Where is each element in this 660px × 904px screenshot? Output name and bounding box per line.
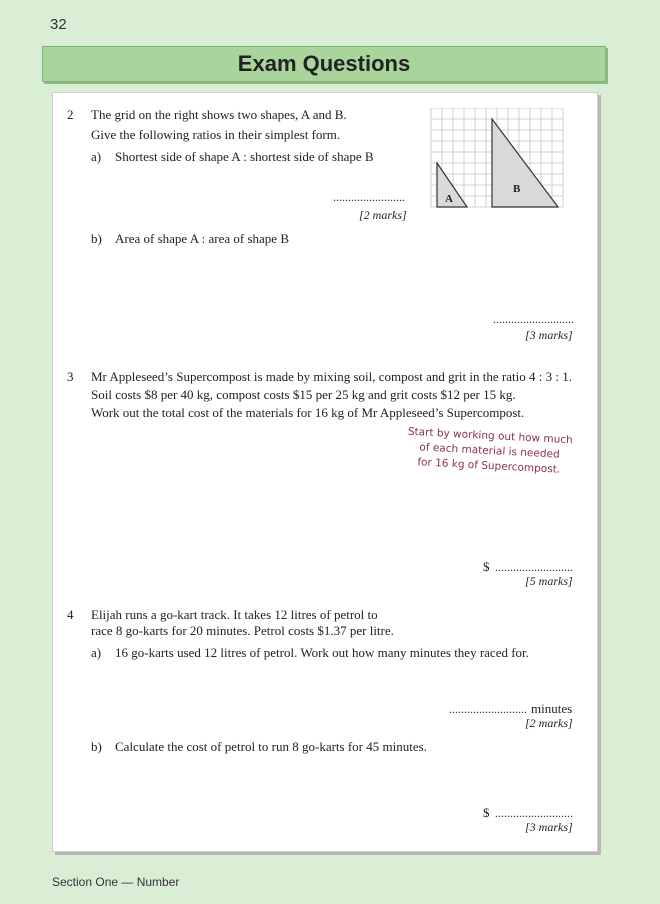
page-number: 32 [50, 16, 67, 33]
question-panel [52, 92, 598, 852]
hint-line-2: of each material is needed [419, 441, 560, 461]
q2a-label: a) [91, 149, 102, 164]
q2b-label: b) [91, 231, 102, 246]
q3-marks: [5 marks] [525, 574, 573, 588]
q4a-label: a) [91, 645, 102, 660]
q2a-text: Shortest side of shape A : shortest side of shape B [115, 149, 374, 164]
q3-number: 3 [67, 369, 74, 384]
q4b-label: b) [91, 739, 102, 754]
q4a-unit: minutes [531, 701, 573, 716]
title-bar [42, 46, 606, 82]
q3-line1: Mr Appleseed’s Supercompost is made by mixing soil, compost and grit in the ratio 4 : 3 : 1. [91, 369, 572, 384]
q3-hint [406, 425, 573, 479]
q3-answer-prefix: $ [483, 559, 490, 574]
q4b-answer-line[interactable]: .......................... [495, 806, 573, 820]
shape-b-label: B [513, 183, 521, 195]
q4-line1: Elijah runs a go-kart track. It takes 12 litres of petrol to [91, 607, 378, 622]
q2b-text: Area of shape A : area of shape B [115, 231, 289, 246]
q2a-marks: [2 marks] [359, 208, 407, 222]
q2-line2: Give the following ratios in their simplest form. [91, 127, 341, 142]
shape-a-label: A [445, 193, 453, 205]
q2b-marks: [3 marks] [525, 328, 573, 342]
q4a-text: 16 go-karts used 12 litres of petrol. Work out how many minutes they raced for. [115, 645, 529, 660]
q4a-answer-line[interactable]: .......................... [449, 702, 527, 716]
page-title: Exam Questions [237, 51, 411, 76]
q2b-answer-line[interactable]: ........................... [493, 312, 574, 326]
q4-line2: race 8 go-karts for 20 minutes. Petrol costs $1.37 per litre. [91, 623, 394, 638]
hint-line-3: for 16 kg of Supercompost. [417, 456, 561, 476]
q2a-answer-line[interactable]: ........................ [333, 190, 405, 204]
q3-line2: Soil costs $8 per 40 kg, compost costs $15 per 25 kg and grit costs $12 per 15 kg. [91, 387, 516, 402]
q2-line1: The grid on the right shows two shapes, A and B. [91, 107, 347, 122]
q2-number: 2 [67, 107, 74, 122]
q4b-marks: [3 marks] [525, 820, 573, 834]
q3-answer-line[interactable]: .......................... [495, 560, 573, 574]
hint-line-1: Start by working out how much [407, 425, 574, 447]
q3-line3: Work out the total cost of the materials for 16 kg of Mr Appleseed’s Supercompost. [91, 405, 525, 420]
shapes-grid [427, 108, 567, 218]
q4a-marks: [2 marks] [525, 716, 573, 730]
footer-section: Section One — Number [52, 875, 180, 889]
q4b-text: Calculate the cost of petrol to run 8 go-karts for 45 minutes. [115, 739, 427, 754]
q4b-answer-prefix: $ [483, 805, 490, 820]
q4-number: 4 [67, 607, 74, 622]
